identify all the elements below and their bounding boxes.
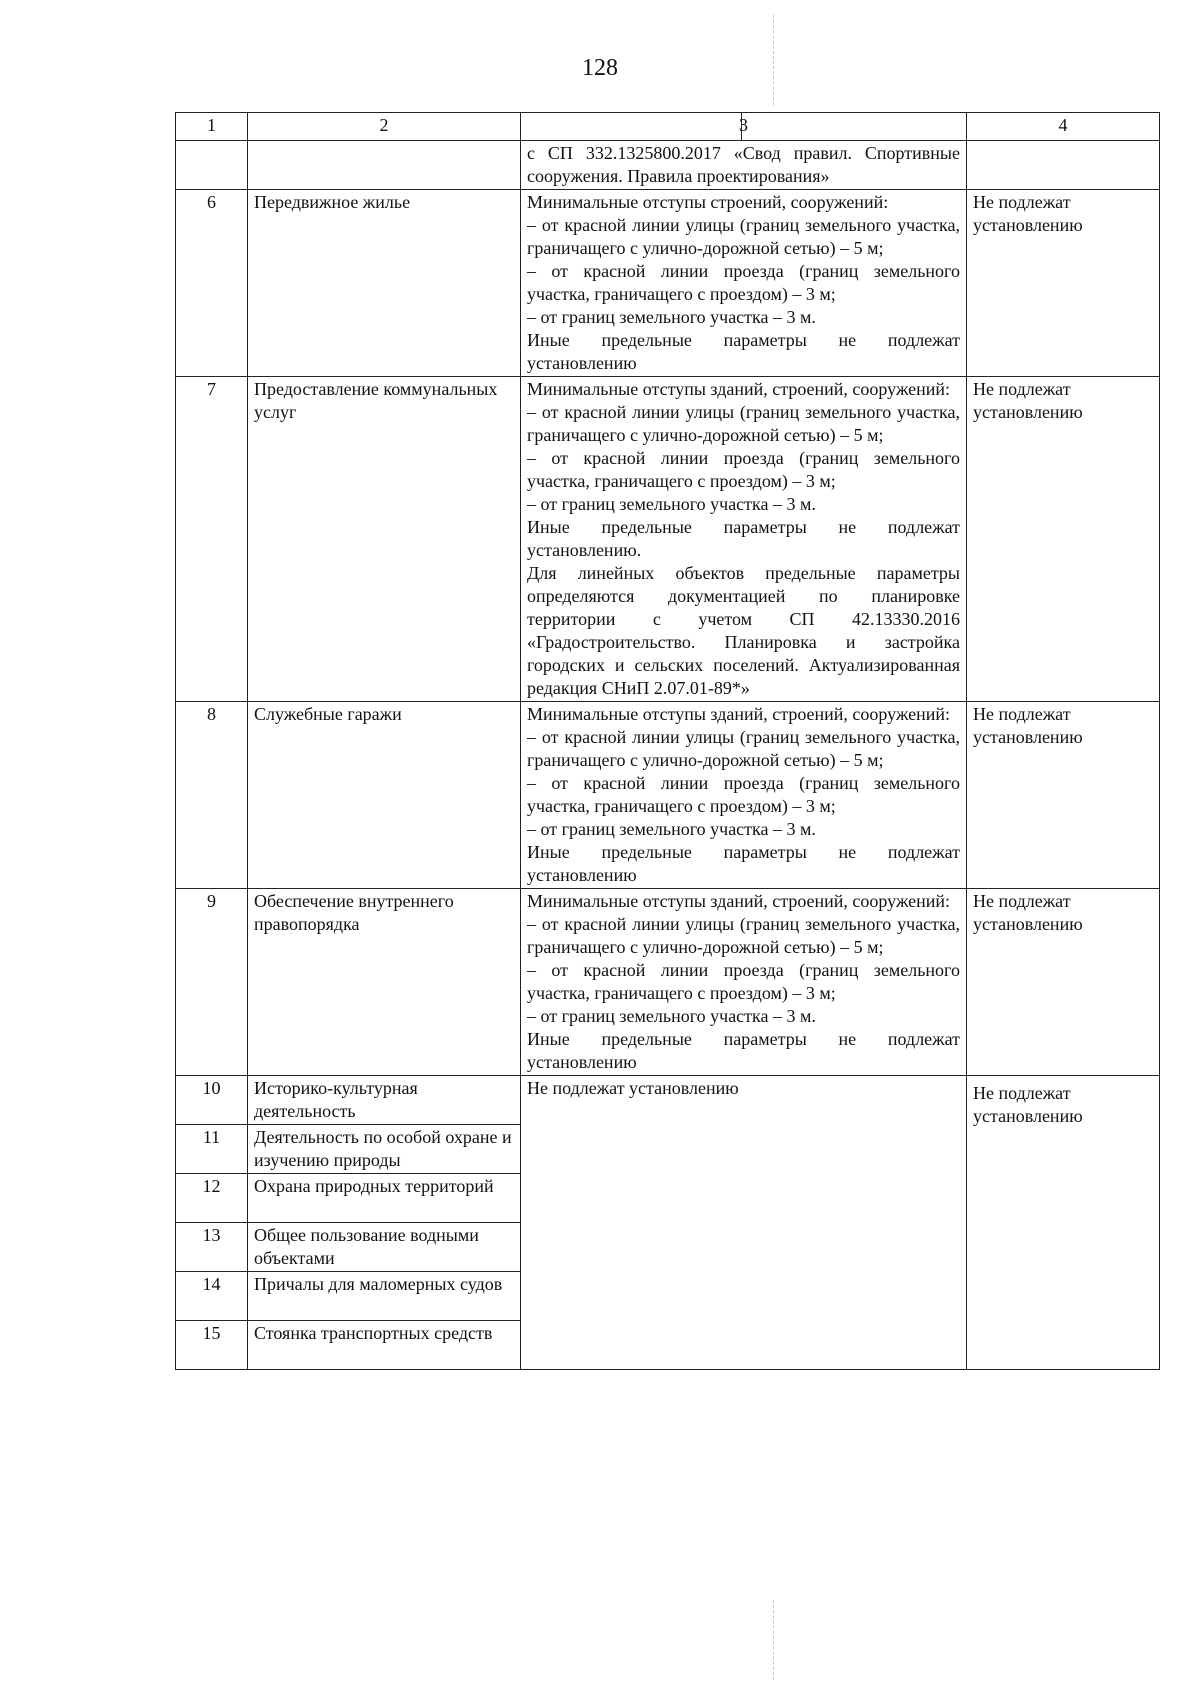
row-name: Служебные гаражи: [248, 702, 521, 889]
row-name: Охрана природных территорий: [248, 1174, 521, 1223]
row-col4: Не подлежат установлению: [967, 889, 1160, 1076]
param-line: – от красной линии проезда (границ земельного участка, граничащего с проездом) – 3 м;: [527, 448, 960, 491]
param-line: Минимальные отступы зданий, строений, сооружений:: [527, 704, 951, 724]
param-line: – от границ земельного участка – 3 м.: [527, 819, 816, 839]
row-number: [176, 141, 248, 190]
row-name: Историко-культурная деятельность: [248, 1076, 521, 1125]
scan-artifact-line: [773, 15, 774, 105]
row-name: Стоянка транспортных средств: [248, 1321, 521, 1370]
row-name: Деятельность по особой охране и изучению природы: [248, 1125, 521, 1174]
row-name: Предоставление коммунальных услуг: [248, 377, 521, 702]
row-number: 13: [176, 1223, 248, 1272]
header-cell: 2: [248, 113, 521, 141]
header-cell: 1: [176, 113, 248, 141]
row-col4: Не подлежат установлению: [967, 190, 1160, 377]
row-name: Причалы для маломерных судов: [248, 1272, 521, 1321]
param-line: – от красной линии улицы (границ земельного участка, граничащего с улично-дорожной сетью) – 5 м;: [527, 727, 960, 770]
row-col4: [967, 141, 1160, 190]
param-line: Иные предельные параметры не подлежат установлению.: [527, 517, 960, 560]
regulations-table: [175, 112, 1160, 1370]
row-name: Передвижное жилье: [248, 190, 521, 377]
row-params: с СП 332.1325800.2017 «Свод правил. Спортивные сооружения. Правила проектирования»: [521, 141, 967, 190]
row-number: 7: [176, 377, 248, 702]
table-row: [176, 377, 1160, 702]
param-line: – от красной линии проезда (границ земельного участка, граничащего с проездом) – 3 м;: [527, 960, 960, 1003]
scan-artifact-line: [773, 1600, 774, 1680]
param-line: – от красной линии улицы (границ земельного участка, граничащего с улично-дорожной сетью) – 5 м;: [527, 914, 960, 957]
param-line: – от границ земельного участка – 3 м.: [527, 494, 816, 514]
table-header-row: [176, 113, 1160, 141]
param-line: Иные предельные параметры не подлежат установлению: [527, 330, 960, 373]
row-params: [521, 889, 967, 1076]
param-line: – от красной линии проезда (границ земельного участка, граничащего с проездом) – 3 м;: [527, 773, 960, 816]
param-line: Иные предельные параметры не подлежат установлению: [527, 1029, 960, 1072]
param-line: Минимальные отступы зданий, строений, сооружений:: [527, 891, 951, 911]
row-name: [248, 141, 521, 190]
row-number: 12: [176, 1174, 248, 1223]
table-row: [176, 889, 1160, 1076]
row-params: [521, 190, 967, 377]
header-cell: 3: [521, 113, 967, 141]
param-line: – от красной линии улицы (границ земельного участка, граничащего с улично-дорожной сетью) – 5 м;: [527, 215, 960, 258]
row-number: 10: [176, 1076, 248, 1125]
row-number: 11: [176, 1125, 248, 1174]
page-number: 128: [582, 55, 618, 81]
param-line: – от границ земельного участка – 3 м.: [527, 307, 816, 327]
param-line: – от красной линии улицы (границ земельного участка, граничащего с улично-дорожной сетью) – 5 м;: [527, 402, 960, 445]
row-name: Общее пользование водными объектами: [248, 1223, 521, 1272]
table-row: [176, 1076, 1160, 1125]
row-number: 8: [176, 702, 248, 889]
continuation-row: [176, 141, 1160, 190]
row-number: 6: [176, 190, 248, 377]
param-line: Минимальные отступы строений, сооружений:: [527, 192, 889, 212]
row-name: Обеспечение внутреннего правопорядка: [248, 889, 521, 1076]
row-number: 15: [176, 1321, 248, 1370]
row-col4: Не подлежат установлению: [967, 702, 1160, 889]
param-line: – от границ земельного участка – 3 м.: [527, 1006, 816, 1026]
row-params: [521, 377, 967, 702]
table-row: [176, 190, 1160, 377]
group-col4: Не подлежат установлению: [967, 1076, 1160, 1370]
param-line: Иные предельные параметры не подлежат установлению: [527, 842, 960, 885]
row-number: 9: [176, 889, 248, 1076]
param-line: Для линейных объектов предельные параметры определяются документацией по планировке территории с учетом СП 42.13330.2016 «Градостроительство. Планировка и застройка городских и сельских поселений. Актуализированная редакция СНиП 2.07.01-89*»: [527, 563, 960, 698]
header-cell: 4: [967, 113, 1160, 141]
group-params: Не подлежат установлению: [521, 1076, 967, 1370]
param-line: Минимальные отступы зданий, строений, сооружений:: [527, 379, 951, 399]
row-number: 14: [176, 1272, 248, 1321]
row-col4: Не подлежат установлению: [967, 377, 1160, 702]
row-params: [521, 702, 967, 889]
param-line: – от красной линии проезда (границ земельного участка, граничащего с проездом) – 3 м;: [527, 261, 960, 304]
table-row: [176, 702, 1160, 889]
